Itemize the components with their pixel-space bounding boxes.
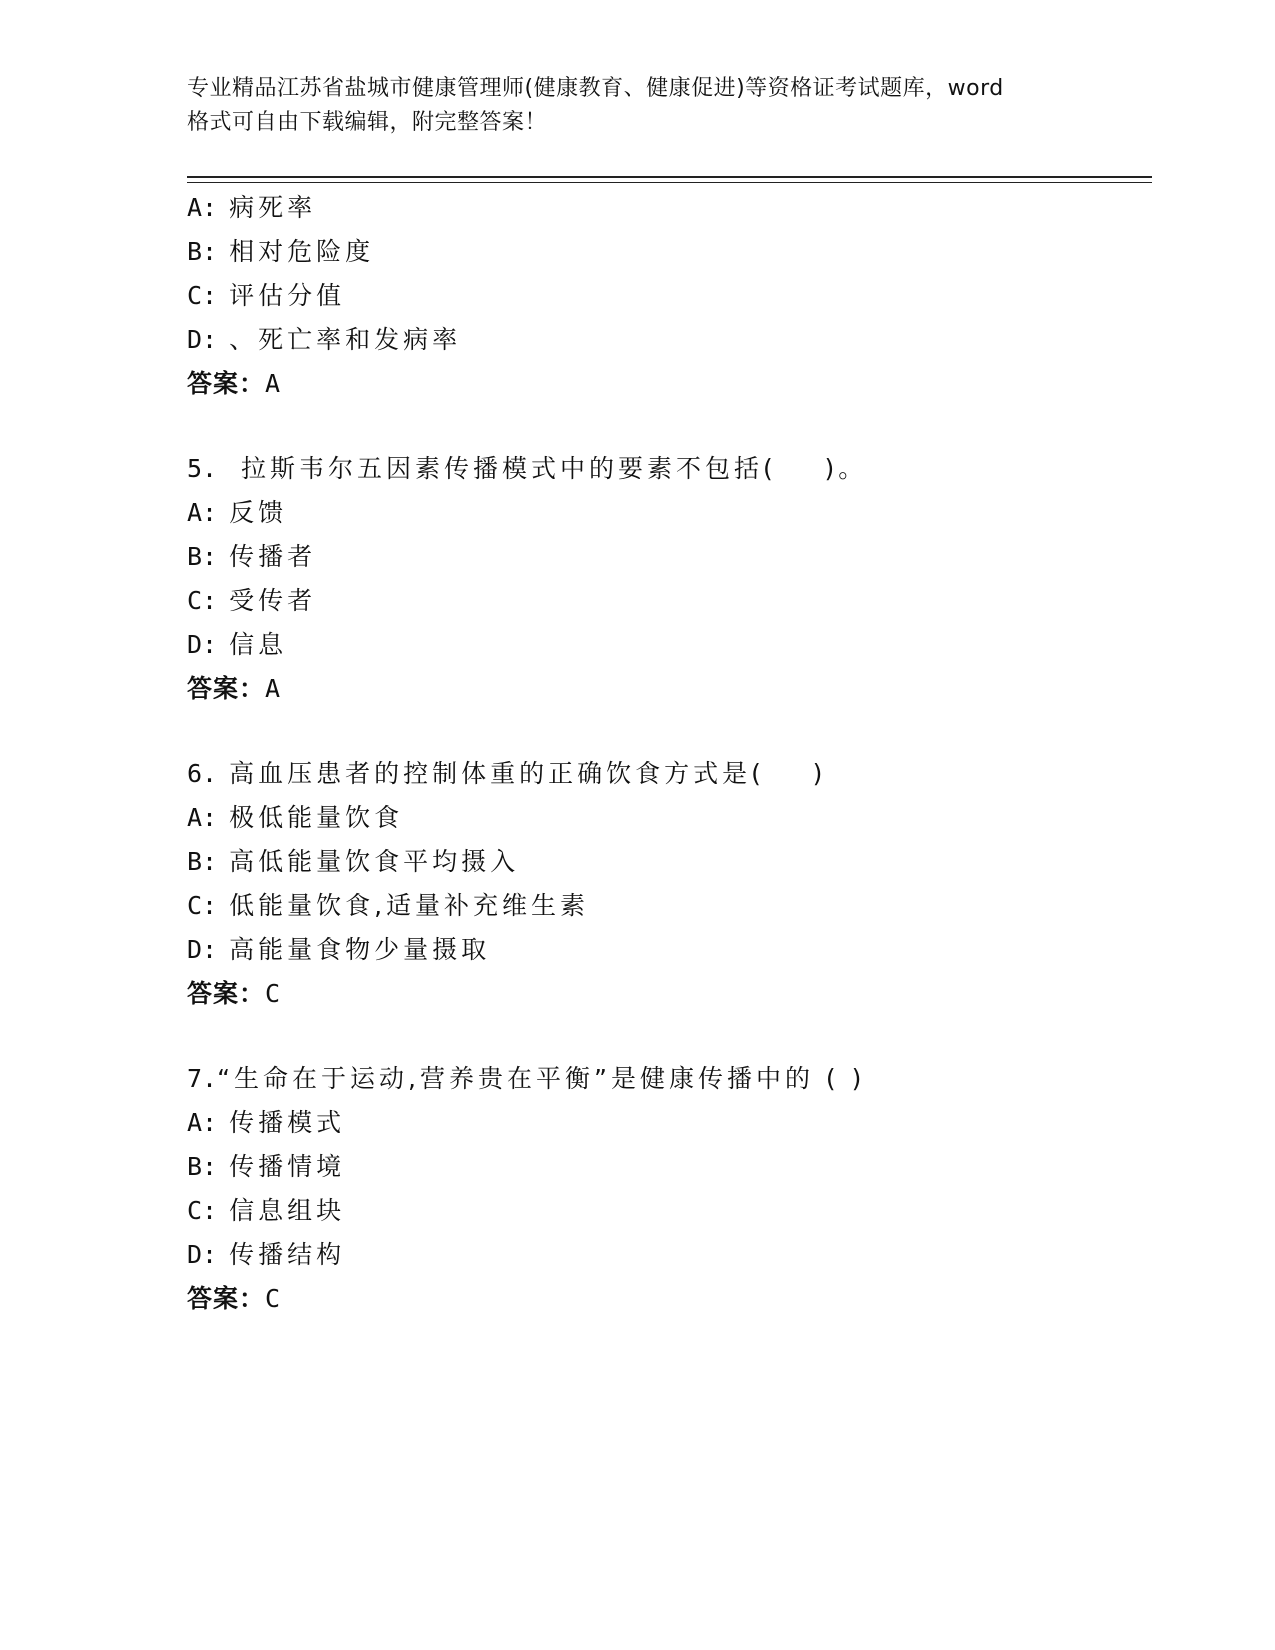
- q6-option-a: A: 极低能量饮食: [187, 803, 404, 832]
- q7-option-d: D: 传播结构: [187, 1240, 346, 1269]
- q5-answer: 答案：A: [187, 674, 282, 703]
- q4-option-d: D: 、死亡率和发病率: [187, 325, 462, 354]
- q5-option-d: D: 信息: [187, 630, 288, 659]
- q5-option-b: B: 传播者: [187, 542, 317, 571]
- q7-option-c: C: 信息组块: [187, 1196, 346, 1225]
- q4-answer: 答案：A: [187, 369, 282, 398]
- header-divider-thick: [187, 176, 1152, 178]
- q7-answer: 答案：C: [187, 1284, 282, 1313]
- q6-answer: 答案：C: [187, 979, 282, 1008]
- q7-option-b: B: 传播情境: [187, 1152, 346, 1181]
- header-line-2: 格式可自由下载编辑，附完整答案！: [187, 110, 548, 135]
- q6-option-c: C: 低能量饮食,适量补充维生素: [187, 891, 590, 920]
- q5-stem: 5. 拉斯韦尔五因素传播模式中的要素不包括( )。: [187, 454, 868, 483]
- q4-option-c: C: 评估分值: [187, 281, 346, 310]
- q6-option-b: B: 高低能量饮食平均摄入: [187, 847, 520, 876]
- q7-stem: 7.“生命在于运动,营养贵在平衡”是健康传播中的 ( ): [187, 1064, 866, 1093]
- header-divider-thin: [187, 182, 1152, 183]
- header-line-1: 专业精品江苏省盐城市健康管理师(健康教育、健康促进)等资格证考试题库，word: [187, 76, 1004, 101]
- q6-option-d: D: 高能量食物少量摄取: [187, 935, 491, 964]
- q5-option-a: A: 反馈: [187, 498, 288, 527]
- q6-stem: 6. 高血压患者的控制体重的正确饮食方式是( ): [187, 759, 827, 788]
- q7-option-a: A: 传播模式: [187, 1108, 346, 1137]
- q4-option-a: A: 病死率: [187, 193, 317, 222]
- document-header: [187, 72, 1087, 140]
- q4-option-b: B: 相对危险度: [187, 237, 375, 266]
- q5-option-c: C: 受传者: [187, 586, 317, 615]
